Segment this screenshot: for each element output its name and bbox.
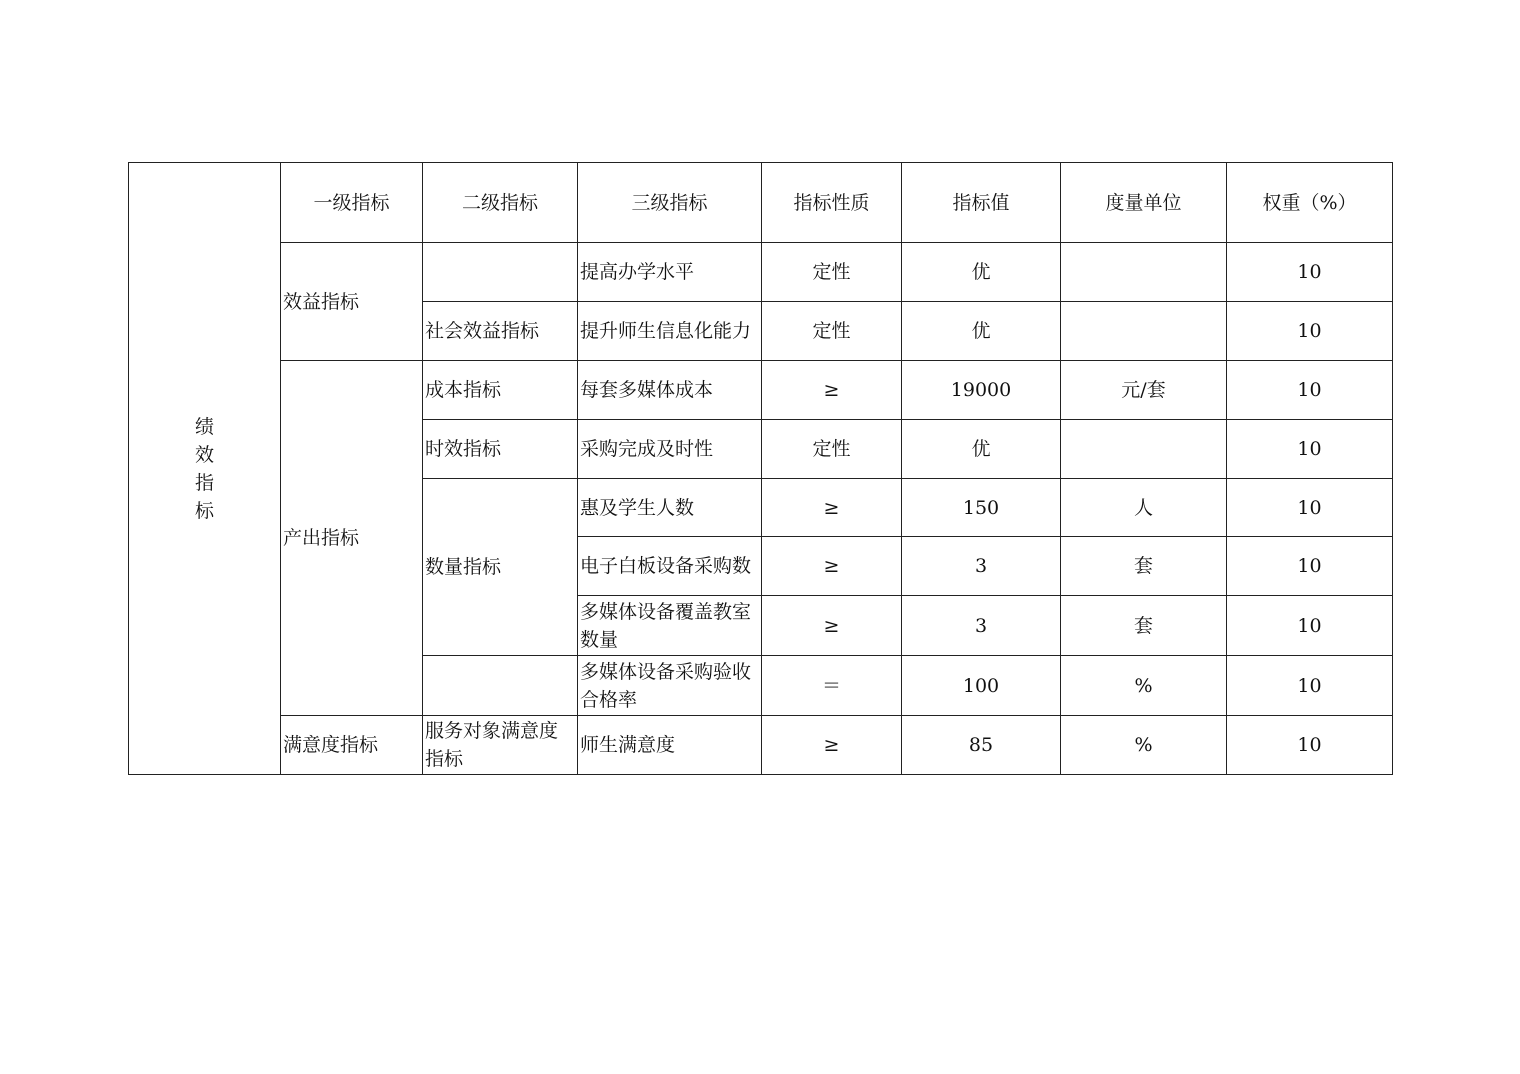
unit-cell: 套	[1061, 596, 1227, 656]
level2-quantity: 数量指标	[423, 479, 578, 656]
level3-cell: 电子白板设备采购数	[578, 537, 762, 596]
value-cell: 100	[902, 656, 1061, 716]
nature-cell: ≥	[762, 361, 902, 420]
level2-empty	[423, 243, 578, 302]
value-cell: 优	[902, 302, 1061, 361]
table-row	[129, 243, 1393, 302]
header-unit: 度量单位	[1061, 163, 1227, 243]
weight-cell: 10	[1227, 656, 1393, 716]
weight-cell: 10	[1227, 716, 1393, 775]
value-cell: 85	[902, 716, 1061, 775]
nature-cell: ≥	[762, 479, 902, 537]
group-output: 产出指标	[281, 361, 423, 716]
level2-service: 服务对象满意度指标	[423, 716, 578, 775]
level3-cell: 师生满意度	[578, 716, 762, 775]
side-label: 绩效指标	[194, 415, 214, 522]
weight-cell: 10	[1227, 420, 1393, 479]
level2-empty	[423, 656, 578, 716]
header-level1: 一级指标	[281, 163, 423, 243]
header-level2: 二级指标	[423, 163, 578, 243]
header-nature: 指标性质	[762, 163, 902, 243]
level2-cost: 成本指标	[423, 361, 578, 420]
weight-cell: 10	[1227, 596, 1393, 656]
nature-cell: 定性	[762, 302, 902, 361]
weight-cell: 10	[1227, 537, 1393, 596]
unit-cell	[1061, 243, 1227, 302]
nature-cell: 定性	[762, 243, 902, 302]
level2-time: 时效指标	[423, 420, 578, 479]
nature-cell: 定性	[762, 420, 902, 479]
group-benefit: 效益指标	[281, 243, 423, 361]
unit-cell: %	[1061, 716, 1227, 775]
value-cell: 3	[902, 596, 1061, 656]
unit-cell	[1061, 302, 1227, 361]
level3-cell: 提升师生信息化能力	[578, 302, 762, 361]
nature-cell: ≥	[762, 596, 902, 656]
weight-cell: 10	[1227, 479, 1393, 537]
unit-cell: 元/套	[1061, 361, 1227, 420]
header-row	[129, 163, 1393, 243]
table-row	[129, 361, 1393, 420]
header-value: 指标值	[902, 163, 1061, 243]
table-row	[129, 716, 1393, 775]
unit-cell: 人	[1061, 479, 1227, 537]
level3-cell: 每套多媒体成本	[578, 361, 762, 420]
value-cell: 优	[902, 420, 1061, 479]
level3-cell: 提高办学水平	[578, 243, 762, 302]
unit-cell: %	[1061, 656, 1227, 716]
unit-cell	[1061, 420, 1227, 479]
weight-cell: 10	[1227, 302, 1393, 361]
level3-cell: 多媒体设备覆盖教室数量	[578, 596, 762, 656]
nature-cell: ≥	[762, 537, 902, 596]
performance-indicator-table	[128, 162, 1393, 775]
level3-cell: 惠及学生人数	[578, 479, 762, 537]
header-weight: 权重（%）	[1227, 163, 1393, 243]
nature-cell: ≥	[762, 716, 902, 775]
unit-cell: 套	[1061, 537, 1227, 596]
level3-cell: 采购完成及时性	[578, 420, 762, 479]
group-satisfaction: 满意度指标	[281, 716, 423, 775]
value-cell: 150	[902, 479, 1061, 537]
header-level3: 三级指标	[578, 163, 762, 243]
level3-cell: 多媒体设备采购验收合格率	[578, 656, 762, 716]
level2-social: 社会效益指标	[423, 302, 578, 361]
value-cell: 19000	[902, 361, 1061, 420]
nature-cell: ＝	[762, 656, 902, 716]
side-label-cell	[129, 163, 281, 775]
weight-cell: 10	[1227, 361, 1393, 420]
value-cell: 优	[902, 243, 1061, 302]
value-cell: 3	[902, 537, 1061, 596]
weight-cell: 10	[1227, 243, 1393, 302]
